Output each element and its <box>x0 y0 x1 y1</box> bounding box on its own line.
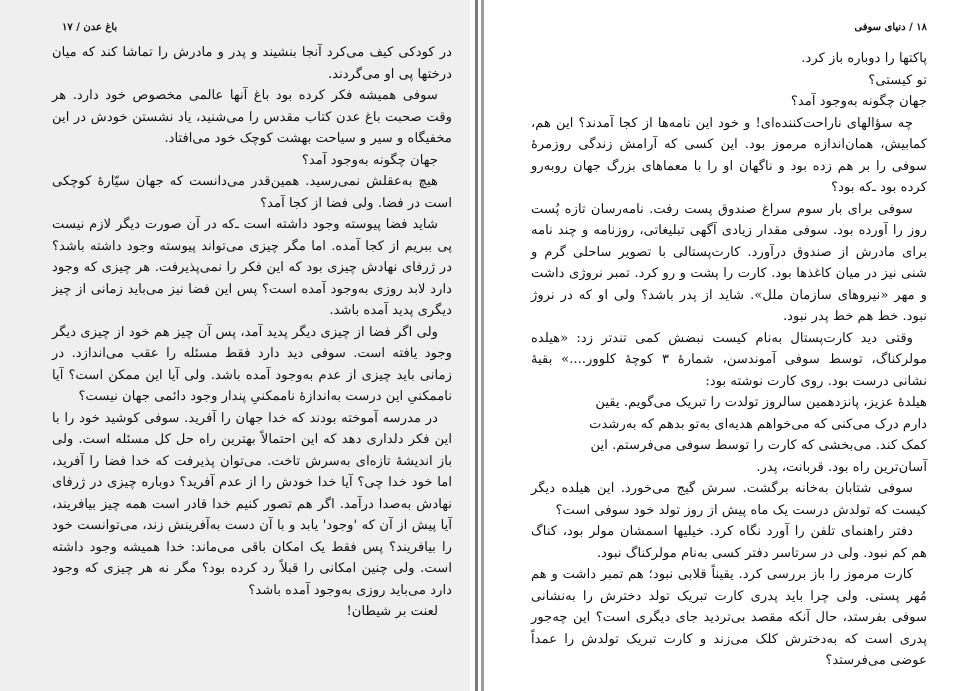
postcard-quote-line: هیلدهٔ عزیز، پانزدهمین سالروز تولدت را تبریک می‌گویم. یقین <box>595 395 927 410</box>
page-body <box>531 48 927 672</box>
paragraph: در کودکی کیف می‌کرد آنجا بنشیند و پدر و مادرش را تماشا کند که میان درختها پی او می‌گردند. <box>52 45 452 82</box>
postcard-quote-line: آسان‌ترین راه بود. قربانت، پدر. <box>756 459 927 475</box>
paragraph: شاید فضا پیوسته وجود داشته است ـ‌که در آن صورت دیگر لازم نیست پی ببریم از کجا آمده. اما مگر چیزی می‌تواند پیوسته وجود داشته باشد؟ در ژرفای نهادش چیزی بود که این فکر را نمی‌پذیرفت. هر چیزی که وجود دارد لابد روزی به‌وجود آمده است؟ پس این فضا نیز می‌باید زمانی از چیز دیگری پدید آمده باشد. <box>52 217 452 318</box>
paragraph: ولی اگر فضا از چیزی دیگر پدید آمد، پس آن چیز هم خود از چیزی دیگر وجود یافته است. سوفی دید دارد فقط مسئله را عقب می‌اندازد. در زمانی باید چیزی از عدم به‌وجود آمده باشد. ولی آیا این ممکن است؟ آیا ناممکنیِ این درست به‌اندازهٔ ناممکنیِ پندار وجود دائمی جهان نیست؟ <box>52 324 452 404</box>
paragraph: سوفی برای بار سوم سراغ صندوق پست رفت. نامه‌رسان تازه پُست روز را آورده بود. سوفی مقدار زیادی آگهی تبلیغاتی، روزنامه و چند نامه برای مادرش از صندوق درآورد. کارت‌پستالی با تصویر ساحلی گرم و شنی نیز در میان کاغذها بود. کارت را پشت و رو کرد. تمبر نروژی داشت و مهر «نیروهای سازمان ملل». شاید از پدر باشد؟ ولی او که در نروژ نبود. خط هم خط پدر نبود. <box>531 201 927 324</box>
paragraph: جهان چگونه به‌وجود آمد؟ <box>301 152 438 168</box>
left-page <box>0 0 470 691</box>
paragraph: دفتر راهنمای تلفن را آورد نگاه کرد. خیلیها اسمشان مولر بود، کناگ هم کم نبود. ولی در سرتاسر دفتر کسی به‌نام مولرکناگ نبود. <box>531 524 927 561</box>
paragraph: تو کیستی؟ <box>868 72 927 88</box>
paragraph: در مدرسه آموخته بودند که خدا جهان را آفرید. سوفی کوشید خود را با این فکر دلداری دهد که این احتمالاً بهترین راه حل کل مسئله است. ولی باز اندیشهٔ تازه‌ای به‌سرش تاخت. می‌توان پذیرفت که خدا فضا را آفرید، اما خود خدا چی؟ آیا خدا خودش را از عدم آفرید؟ دوباره چیزی در ژرفای نهادش به‌صدا درآمد. اگر هم تصور کنیم خدا قادر است همه چیز بیافریند، آیا پیش از آن که 'وجود' یابد و با آن دست به‌آفرینش زند، می‌توانست خود را بیافریند؟ پس فقط یک امکان باقی می‌ماند: خدا همیشه وجود داشته است. ولی چنین امکانی را قبلاً رد کرده بود؟ مگر نه هر چیزی که وجود دارد می‌باید روزی به‌وجود آمده باشد؟ <box>52 410 452 598</box>
page-header: باغ عدن / ۱۷ <box>62 22 118 33</box>
page-header: ۱۸ / دنیای سوفی <box>854 22 927 33</box>
page-body <box>52 42 452 623</box>
paragraph: سوفی شتابان به‌خانه برگشت. سرش گیج می‌خورد. این هیلده دیگر کیست که تولدش درست یک ماه پیش از روز تولد خود سوفی است؟ <box>531 481 927 518</box>
paragraph: سوفی همیشه فکر کرده بود باغ آنها عالمی مخصوص خود دارد. هر وقت صحبت باغ عدن کتاب مقدس را می‌شنید، یاد نشستن خودش در این مخفیگاه و سیر و سیاحت بهشت کوچک خود می‌افتاد. <box>52 88 452 146</box>
gutter-divider <box>475 0 478 691</box>
paragraph: لعنت بر شیطان! <box>346 604 438 619</box>
postcard-quote-line: کمک کند. می‌بخشی که کارت را توسط سوفی می‌فرستم. این <box>590 438 927 453</box>
right-page <box>487 0 965 691</box>
paragraph: جهان چگونه به‌وجود آمد؟ <box>790 94 927 109</box>
postcard-quote-line: دارم درک می‌کنی که می‌خواهم هدیه‌ای به‌تو بدهم که به‌رشدت <box>589 416 927 432</box>
book-gutter <box>470 0 487 691</box>
gutter-divider <box>481 0 484 691</box>
paragraph: هیچ به‌عقلش نمی‌رسید. همین‌قدر می‌دانست که جهان سیّارهٔ کوچکی است در فضا. ولی فضا از کجا آمد؟ <box>52 174 452 211</box>
paragraph: چه سؤالهای ناراحت‌کننده‌ای! و خود این نامه‌ها از کجا آمدند؟ این هم، کمابیش، همان‌اندازه مرموز بود. این کسی که آرامش زندگی روزمرهٔ سوفی را بر هم زده بود و ناگهان او را با معماهای بزرگ جهان روبه‌رو کرده بود ـ‌که بود؟ <box>531 115 927 195</box>
paragraph: کارت مرموز را باز بررسی کرد. یقیناً قلابی نبود؛ هم تمبر داشت و هم مُهر پستی. ولی چرا باید پدری کارت تبریک تولد دخترش را به‌نشانی سوفی بفرستد، حال آنکه مقصد بی‌تردید جای دیگری است؟ این چه‌جور پدری است که به‌دخترش کلک می‌زند و کارت تبریک تولدش را عمداً عوضی می‌فرستد؟ <box>531 567 927 668</box>
paragraph: وقتی دید کارت‌پستال به‌نام کیست نبضش کمی تندتر زد: «هیلده مولرکناگ، توسط سوفی آموندسن، شمارهٔ ۳ کوچهٔ کلوور....» بقیهٔ نشانی درست بود. روی کارت نوشته بود: <box>531 330 928 389</box>
paragraph: پاکتها را دوباره باز کرد. <box>801 51 927 66</box>
